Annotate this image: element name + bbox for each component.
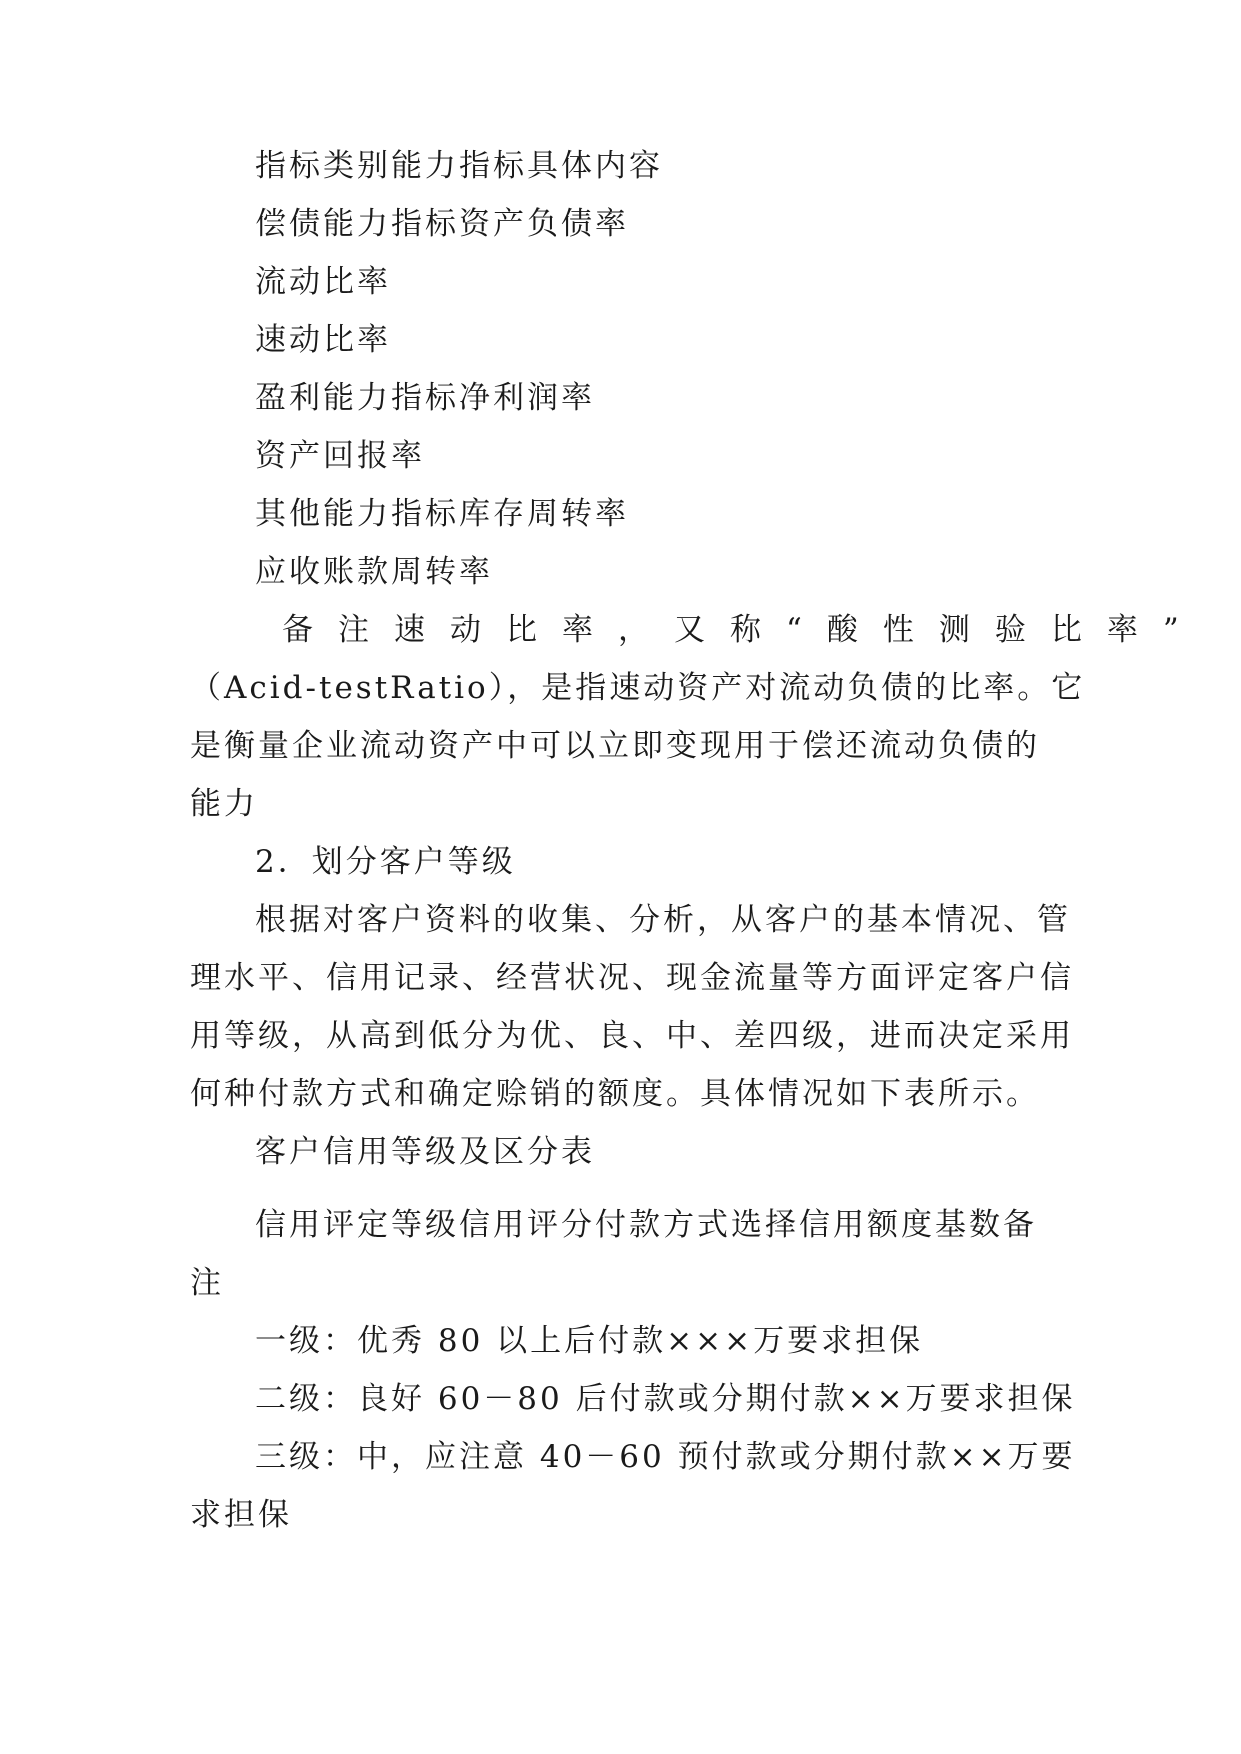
table-row: 三级：中，应注意 40－60 预付款或分期付款××万要	[255, 1439, 1076, 1475]
indicator-line: 指标类别能力指标具体内容	[255, 148, 663, 184]
body-line: 用等级，从高到低分为优、良、中、差四级，进而决定采用	[190, 1018, 1074, 1054]
note-line: 是衡量企业流动资产中可以立即变现用于偿还流动负债的	[190, 728, 1040, 764]
indicator-line: 其他能力指标库存周转率	[255, 496, 629, 532]
table-row: 求担保	[190, 1497, 292, 1533]
section-heading: 2．划分客户等级	[255, 844, 516, 880]
note-line: （Acid-testRatio），是指速动资产对流动负债的比率。它	[190, 670, 1086, 706]
note-line: 备注速动比率，又称“酸性测验比率”	[282, 612, 1204, 648]
indicator-line: 速动比率	[255, 322, 391, 358]
indicator-line: 应收账款周转率	[255, 554, 493, 590]
table-header-line: 注	[190, 1265, 224, 1301]
note-line: 能力	[190, 786, 258, 822]
table-header-line: 信用评定等级信用评分付款方式选择信用额度基数备	[255, 1207, 1037, 1243]
table-row: 一级：优秀 80 以上后付款×××万要求担保	[255, 1323, 924, 1359]
indicator-line: 偿债能力指标资产负债率	[255, 206, 629, 242]
body-line: 何种付款方式和确定赊销的额度。具体情况如下表所示。	[190, 1076, 1040, 1112]
table-title: 客户信用等级及区分表	[255, 1134, 595, 1170]
body-line: 理水平、信用记录、经营状况、现金流量等方面评定客户信	[190, 960, 1074, 996]
body-line: 根据对客户资料的收集、分析，从客户的基本情况、管	[255, 902, 1071, 938]
indicator-line: 流动比率	[255, 264, 391, 300]
indicator-line: 盈利能力指标净利润率	[255, 380, 595, 416]
indicator-line: 资产回报率	[255, 438, 425, 474]
table-row: 二级：良好 60－80 后付款或分期付款××万要求担保	[255, 1381, 1076, 1417]
